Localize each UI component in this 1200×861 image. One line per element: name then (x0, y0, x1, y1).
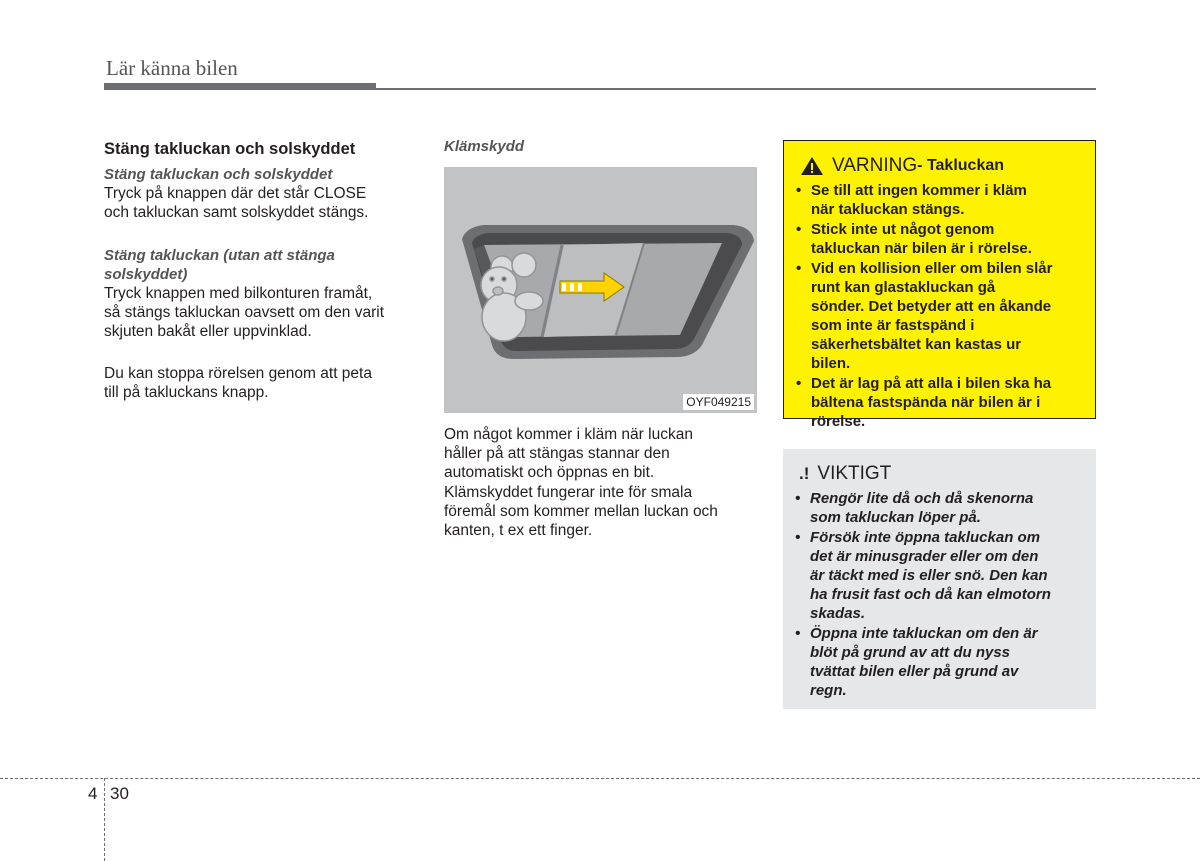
warning-subtitle: - Takluckan (917, 157, 1005, 174)
sunroof-pinch-figure (444, 167, 757, 413)
footer-dashed-rule (0, 778, 1200, 779)
chapter-number: 4 (88, 784, 98, 803)
text-line: och takluckan samt solskyddet stängs. (104, 204, 369, 221)
subheading-close-sunroof-only (104, 246, 417, 284)
text-line: när takluckan stängs. (811, 201, 965, 218)
text-line: tvättat bilen eller på grund av (810, 663, 1019, 680)
sunroof-illustration (444, 167, 757, 413)
text-line: som inte är fastspänd i (811, 317, 975, 334)
notice-box (783, 449, 1096, 709)
text-line: kanten, t ex ett finger. (444, 522, 593, 539)
text-line: Öppna inte takluckan om den är (810, 625, 1038, 642)
warning-box (783, 140, 1096, 430)
exclamation-icon: .! (799, 464, 810, 483)
text-line: runt kan glastakluckan gå (811, 279, 996, 296)
text-line: föremål som kommer mellan luckan och (444, 503, 718, 520)
text-line: skadas. (810, 605, 866, 622)
paragraph-stop-motion (104, 364, 417, 402)
text-line: Det är lag på att alla i bilen ska ha (811, 375, 1052, 392)
text-line: Stäng takluckan (utan att stänga (104, 247, 335, 264)
text-line: bältena fastspända när bilen är i (811, 394, 1041, 411)
text-line: håller på att stängas stannar den (444, 445, 670, 462)
middle-column (444, 138, 757, 540)
header-rule-thin (376, 88, 1096, 90)
left-column (104, 140, 417, 402)
warning-item (794, 259, 1085, 373)
text-line: rörelse. (811, 413, 866, 430)
text-line: till på takluckans knapp. (104, 384, 269, 401)
text-line: Se till att ingen kommer i kläm (811, 182, 1027, 199)
header-rule-thick (104, 83, 376, 90)
notice-item (793, 624, 1086, 700)
warning-label: VARNING (832, 155, 918, 176)
text-line: Tryck på knappen där det står CLOSE (104, 185, 367, 202)
paragraph-close-sunroof-only (104, 284, 417, 341)
notice-item (793, 489, 1086, 527)
section-heading: Stäng takluckan och solskyddet (104, 140, 356, 158)
text-line: Vid en kollision eller om bilen slår (811, 260, 1053, 277)
text-line: blöt på grund av att du nyss (810, 644, 1011, 661)
notice-label: VIKTIGT (817, 463, 892, 484)
text-line: det är minusgrader eller om den (810, 548, 1039, 565)
text-line: skjuten bakåt eller uppvinklad. (104, 323, 312, 340)
paragraph-pinch-protection (444, 425, 757, 482)
notice-item (793, 528, 1086, 623)
text-line: solskyddet) (104, 266, 188, 283)
subheading-close-both: Stäng takluckan och solskyddet (104, 166, 333, 183)
text-line: som takluckan löper på. (810, 509, 981, 526)
paragraph-close-both (104, 184, 417, 222)
text-line: Tryck knappen med bilkonturen framåt, (104, 285, 373, 302)
notice-title (793, 463, 1086, 485)
notice-list (793, 489, 1086, 700)
text-line: ha frusit fast och då kan elmotorn (810, 586, 1051, 603)
text-line: Försök inte öppna takluckan om (810, 529, 1041, 546)
footer-vertical-rule (104, 778, 105, 861)
warning-item (794, 220, 1085, 258)
warning-title (794, 155, 1085, 177)
text-line: Du kan stoppa rörelsen genom att peta (104, 365, 372, 382)
right-column (783, 140, 1096, 709)
text-line: Stick inte ut något genom (811, 221, 995, 238)
text-line: automatiskt och öppnas en bit. (444, 464, 655, 481)
warning-item (794, 374, 1085, 431)
warning-list (794, 181, 1085, 431)
text-line: säkerhetsbältet kan kastas ur (811, 336, 1022, 353)
header-title: Lär känna bilen (106, 56, 238, 80)
text-line: Om något kommer i kläm när luckan (444, 426, 693, 443)
warning-item (794, 181, 1085, 219)
paragraph-pinch-limitation (444, 483, 757, 540)
text-line: regn. (810, 682, 847, 699)
figure-code: OYF049215 (683, 394, 754, 410)
text-line: takluckan när bilen är i rörelse. (811, 240, 1032, 257)
page-number: 30 (110, 784, 129, 803)
warning-triangle-icon (800, 156, 824, 176)
text-line: är täckt med is eller snö. Den kan (810, 567, 1048, 584)
text-line: bilen. (811, 355, 851, 372)
text-line: sönder. Det betyder att en åkande (811, 298, 1052, 315)
figure-caption: Klämskydd (444, 138, 525, 155)
text-line: Klämskyddet fungerar inte för smala (444, 484, 693, 501)
text-line: så stängs takluckan oavsett om den varit (104, 304, 385, 321)
text-line: Rengör lite då och då skenorna (810, 490, 1034, 507)
